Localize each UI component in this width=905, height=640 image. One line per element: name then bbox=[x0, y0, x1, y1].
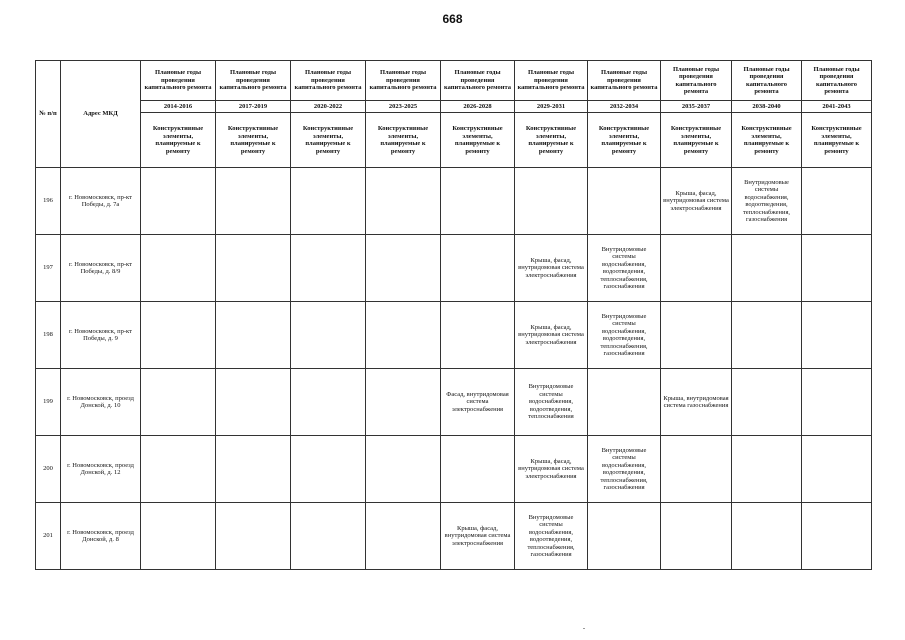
header-elements: Конструктивные элементы, планируемые к ремонту bbox=[732, 113, 802, 168]
work-cell bbox=[661, 302, 732, 369]
row-number: 198 bbox=[36, 302, 61, 369]
work-cell bbox=[291, 235, 366, 302]
period-label: 2023-2025 bbox=[366, 101, 441, 113]
work-cell: Внутридомовые системы водоснабжения, водоотведения, теплоснабжения, газоснабжения bbox=[732, 168, 802, 235]
work-cell: Фасад, внутридомовая система электроснабжения bbox=[441, 369, 515, 436]
work-cell: Крыша, фасад, внутридомовая система электроснабжения bbox=[441, 503, 515, 570]
row-address: г. Новомосковск, пр-кт Победы, д. 7а bbox=[61, 168, 141, 235]
row-number: 199 bbox=[36, 369, 61, 436]
period-label: 2038-2040 bbox=[732, 101, 802, 113]
header-elements: Конструктивные элементы, планируемые к ремонту bbox=[216, 113, 291, 168]
work-cell bbox=[141, 302, 216, 369]
work-cell bbox=[291, 302, 366, 369]
work-cell bbox=[366, 235, 441, 302]
work-cell bbox=[588, 168, 661, 235]
work-cell bbox=[661, 503, 732, 570]
row-address: г. Новомосковск, проезд Донской, д. 8 bbox=[61, 503, 141, 570]
row-address: г. Новомосковск, пр-кт Победы, д. 8/9 bbox=[61, 235, 141, 302]
header-elements: Конструктивные элементы, планируемые к ремонту bbox=[802, 113, 872, 168]
table-row bbox=[36, 235, 872, 302]
work-cell bbox=[802, 369, 872, 436]
table-row bbox=[36, 369, 872, 436]
header-planned-years: Плановые годы проведения капитального ремонта bbox=[515, 61, 588, 101]
period-label: 2029-2031 bbox=[515, 101, 588, 113]
work-cell bbox=[291, 369, 366, 436]
table-body bbox=[36, 168, 872, 570]
period-label: 2041-2043 bbox=[802, 101, 872, 113]
work-cell: Внутридомовые системы водоснабжения, водоотведения, теплоснабжения, газоснабжения bbox=[515, 503, 588, 570]
header-row-title bbox=[36, 61, 872, 101]
work-cell bbox=[291, 436, 366, 503]
work-cell bbox=[291, 168, 366, 235]
header-elements: Конструктивные элементы, планируемые к ремонту bbox=[661, 113, 732, 168]
header-elements: Конструктивные элементы, планируемые к ремонту bbox=[588, 113, 661, 168]
header-planned-years: Плановые годы проведения капитального ремонта bbox=[291, 61, 366, 101]
work-cell bbox=[802, 168, 872, 235]
work-cell bbox=[732, 369, 802, 436]
header-planned-years: Плановые годы проведения капитального ремонта bbox=[141, 61, 216, 101]
table-row bbox=[36, 302, 872, 369]
work-cell bbox=[732, 503, 802, 570]
scan-mark bbox=[583, 628, 585, 629]
work-cell bbox=[588, 503, 661, 570]
work-cell bbox=[732, 436, 802, 503]
header-planned-years: Плановые годы проведения капитального ремонта bbox=[441, 61, 515, 101]
work-cell bbox=[661, 436, 732, 503]
work-cell bbox=[732, 302, 802, 369]
work-cell bbox=[366, 503, 441, 570]
table-row bbox=[36, 168, 872, 235]
work-cell bbox=[141, 503, 216, 570]
header-elements: Конструктивные элементы, планируемые к ремонту bbox=[441, 113, 515, 168]
header-row-periods bbox=[36, 101, 872, 113]
period-label: 2014-2016 bbox=[141, 101, 216, 113]
work-cell bbox=[216, 168, 291, 235]
row-number: 200 bbox=[36, 436, 61, 503]
table-row bbox=[36, 503, 872, 570]
work-cell bbox=[661, 235, 732, 302]
work-cell bbox=[441, 302, 515, 369]
header-planned-years: Плановые годы проведения капитального ремонта bbox=[366, 61, 441, 101]
period-label: 2026-2028 bbox=[441, 101, 515, 113]
work-cell bbox=[216, 369, 291, 436]
work-cell bbox=[216, 302, 291, 369]
table-row bbox=[36, 436, 872, 503]
header-row-elements bbox=[36, 113, 872, 168]
header-num: № п/п bbox=[36, 61, 61, 168]
work-cell bbox=[141, 436, 216, 503]
work-cell: Крыша, фасад, внутридомовая система электроснабжения bbox=[515, 436, 588, 503]
work-cell bbox=[366, 302, 441, 369]
work-cell bbox=[216, 235, 291, 302]
work-cell bbox=[802, 302, 872, 369]
period-label: 2035-2037 bbox=[661, 101, 732, 113]
work-cell bbox=[366, 436, 441, 503]
work-cell: Внутридомовые системы водоснабжения, водоотведения, теплоснабжения bbox=[515, 369, 588, 436]
work-cell bbox=[141, 235, 216, 302]
header-elements: Конструктивные элементы, планируемые к ремонту bbox=[515, 113, 588, 168]
work-cell bbox=[732, 235, 802, 302]
work-cell: Внутридомовые системы водоснабжения, водоотведения, теплоснабжения, газоснабжения bbox=[588, 302, 661, 369]
header-address: Адрес МКД bbox=[61, 61, 141, 168]
row-number: 201 bbox=[36, 503, 61, 570]
row-address: г. Новомосковск, проезд Донской, д. 10 bbox=[61, 369, 141, 436]
work-cell bbox=[141, 168, 216, 235]
header-planned-years: Плановые годы проведения капитального ремонта bbox=[216, 61, 291, 101]
work-cell bbox=[366, 369, 441, 436]
period-label: 2020-2022 bbox=[291, 101, 366, 113]
work-cell bbox=[441, 168, 515, 235]
row-number: 197 bbox=[36, 235, 61, 302]
work-cell: Крыша, фасад, внутридомовая система электроснабжения bbox=[515, 302, 588, 369]
work-cell bbox=[291, 503, 366, 570]
work-cell bbox=[216, 503, 291, 570]
work-cell: Крыша, внутридомовая система газоснабжения bbox=[661, 369, 732, 436]
work-cell: Внутридомовые системы водоснабжения, водоотведения, теплоснабжения, газоснабжения bbox=[588, 235, 661, 302]
header-planned-years: Плановые годы проведения капитального ремонта bbox=[588, 61, 661, 101]
work-cell: Внутридомовые системы водоснабжения, водоотведения, теплоснабжения, газоснабжения bbox=[588, 436, 661, 503]
header-planned-years: Плановые годы проведения капитального ремонта bbox=[732, 61, 802, 101]
header-elements: Конструктивные элементы, планируемые к ремонту bbox=[291, 113, 366, 168]
header-planned-years: Плановые годы проведения капитального ремонта bbox=[661, 61, 732, 101]
work-cell bbox=[802, 503, 872, 570]
work-cell bbox=[515, 168, 588, 235]
page-number: 668 bbox=[442, 12, 463, 26]
work-cell bbox=[216, 436, 291, 503]
work-cell bbox=[441, 436, 515, 503]
work-cell bbox=[588, 369, 661, 436]
row-number: 196 bbox=[36, 168, 61, 235]
repair-schedule-table bbox=[35, 60, 872, 570]
header-planned-years: Плановые годы проведения капитального ремонта bbox=[802, 61, 872, 101]
period-label: 2032-2034 bbox=[588, 101, 661, 113]
work-cell bbox=[141, 369, 216, 436]
work-cell: Крыша, фасад, внутридомовая система электроснабжения bbox=[661, 168, 732, 235]
period-label: 2017-2019 bbox=[216, 101, 291, 113]
work-cell: Крыша, фасад, внутридомовая система электроснабжения bbox=[515, 235, 588, 302]
work-cell bbox=[802, 235, 872, 302]
work-cell bbox=[441, 235, 515, 302]
row-address: г. Новомосковск, пр-кт Победы, д. 9 bbox=[61, 302, 141, 369]
work-cell bbox=[366, 168, 441, 235]
header-elements: Конструктивные элементы, планируемые к ремонту bbox=[141, 113, 216, 168]
work-cell bbox=[802, 436, 872, 503]
header-elements: Конструктивные элементы, планируемые к ремонту bbox=[366, 113, 441, 168]
row-address: г. Новомосковск, проезд Донской, д. 12 bbox=[61, 436, 141, 503]
